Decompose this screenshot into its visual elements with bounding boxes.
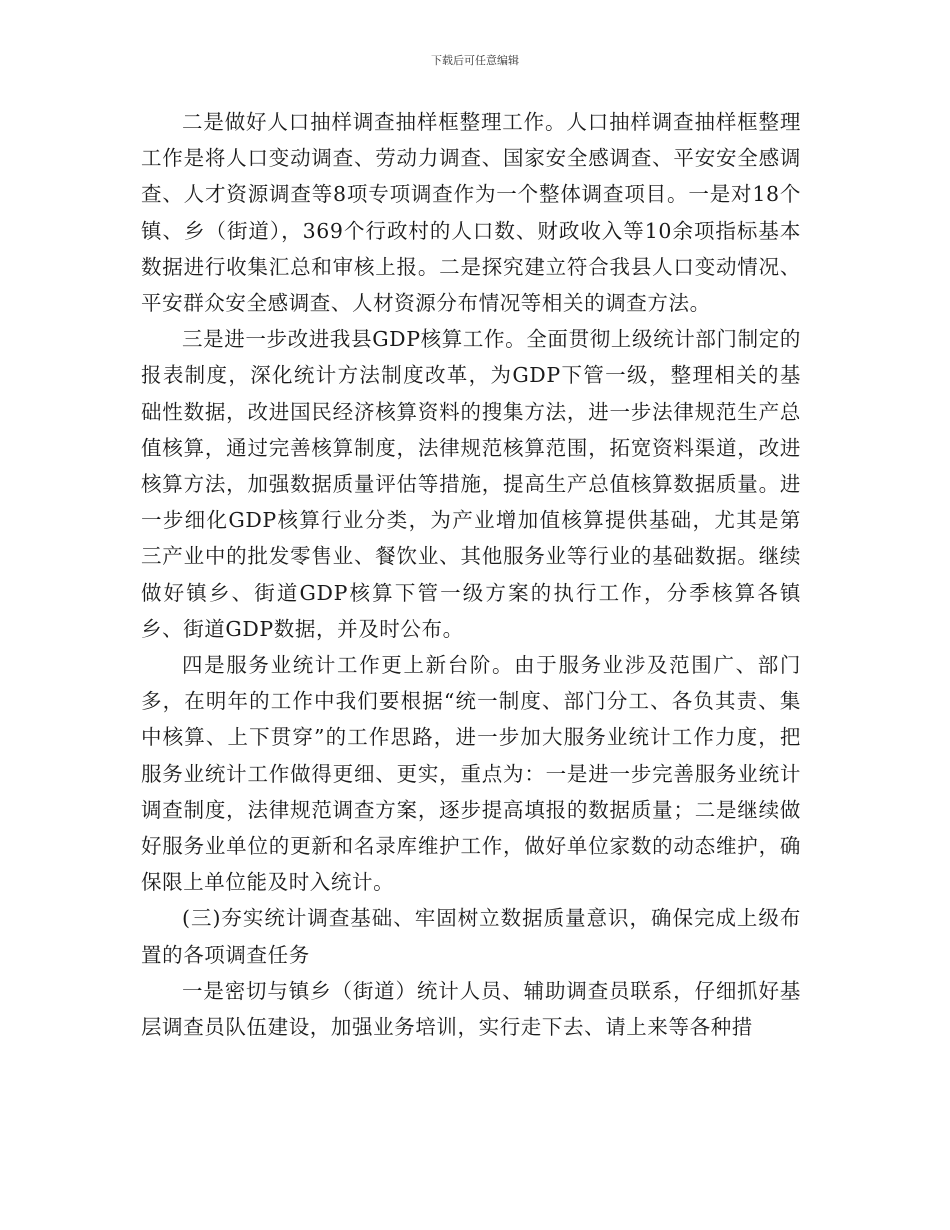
paragraph-grassroots-liaison: 一是密切与镇乡（街道）统计人员、辅助调查员联系，仔细抓好基层调查员队伍建设，加强业务培训，实行走下去、请上来等各种措: [141, 978, 801, 1040]
paragraph-service-statistics: 四是服务业统计工作更上新台阶。由于服务业涉及范围广、部门多，在明年的工作中我们要根据“统一制度、部门分工、各负其责、集中核算、上下贯穿”的工作思路，进一步加大服务业统计工作力度，把服务业统计工作做得更细、更实，重点为：一是进一步完善服务业统计调查制度，法律规范调查方案，逐步提高填报的数据质量；二是继续做好服务业单位的更新和名录库维护工作，做好单位家数的动态维护，确保限上单位能及时入统计。: [141, 653, 801, 895]
document-body: [141, 104, 801, 1045]
section-heading-three: (三)夯实统计调查基础、牢固树立数据质量意识，确保完成上级布置的各项调查任务: [141, 906, 801, 967]
page-header-note: 下载后可任意编辑: [431, 54, 519, 67]
paragraph-population-sampling: 二是做好人口抽样调查抽样框整理工作。人口抽样调查抽样框整理工作是将人口变动调查、劳动力调查、国家安全感调查、平安安全感调查、人才资源调查等8项专项调查作为一个整体调查项目。一是对18个镇、乡（街道），369个行政村的人口数、财政收入等10余项指标基本数据进行收集汇总和审核上报。二是探究建立符合我县人口变动情况、平安群众安全感调查、人材资源分布情况等相关的调查方法。: [141, 110, 801, 316]
paragraph-gdp-accounting: 三是进一步改进我县GDP核算工作。全面贯彻上级统计部门制定的报表制度，深化统计方法制度改革，为GDP下管一级，整理相关的基础性数据，改进国民经济核算资料的搜集方法，进一步法律规范生产总值核算，通过完善核算制度，法律规范核算范围，拓宽资料渠道，改进核算方法，加强数据质量评估等措施，提高生产总值核算数据质量。进一步细化GDP核算行业分类，为产业增加值核算提供基础，尤其是第三产业中的批发零售业、餐饮业、其他服务业等行业的基础数据。继续做好镇乡、街道GDP核算下管一级方案的执行工作，分季核算各镇乡、街道GDP数据，并及时公布。: [141, 327, 801, 641]
